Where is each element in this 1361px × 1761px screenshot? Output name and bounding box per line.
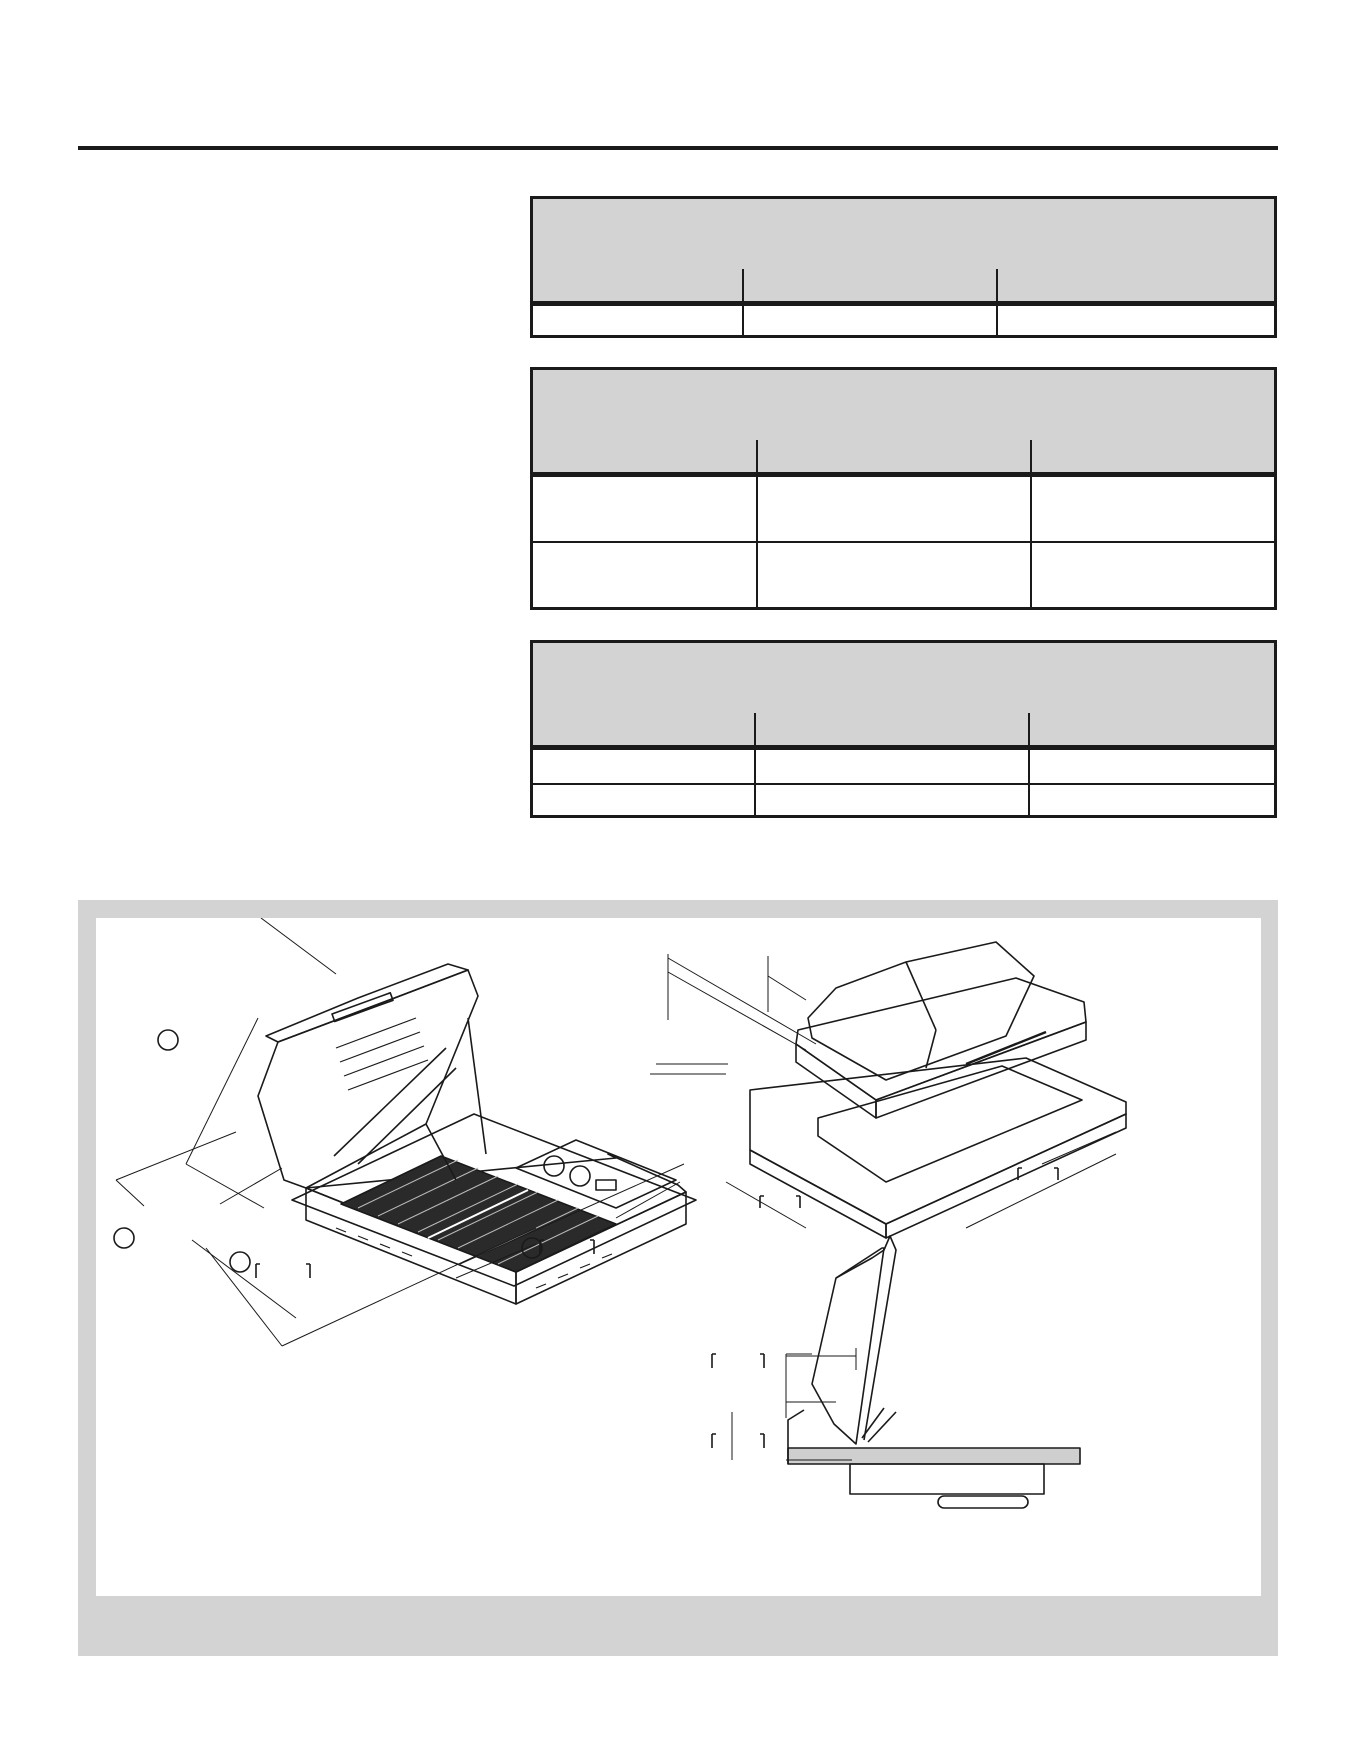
spec-table-1 [530, 196, 1277, 338]
table-row [533, 541, 1274, 607]
header-rule [78, 146, 1278, 150]
side-elevation-drawing [712, 1236, 1080, 1508]
table-cell [756, 543, 1030, 607]
spec-table-3 [530, 640, 1277, 818]
table-row [533, 475, 1274, 541]
table-row [533, 783, 1274, 818]
figure-canvas [96, 918, 1261, 1596]
table-cell [756, 477, 1030, 541]
table-header [533, 370, 1274, 475]
installation-drawing [96, 918, 1261, 1596]
table-row [533, 748, 1274, 783]
callout-circle [230, 1252, 250, 1272]
column-header [533, 440, 756, 472]
callout-circle [114, 1228, 134, 1248]
table-header [533, 199, 1274, 304]
column-header [533, 269, 742, 301]
table-cell [742, 306, 996, 338]
column-header [533, 713, 754, 745]
table-cell [533, 750, 754, 783]
table-cell [533, 543, 756, 607]
spec-table-2 [530, 367, 1277, 610]
table-cell [754, 785, 1028, 818]
column-header [1028, 713, 1274, 745]
table-cell [754, 750, 1028, 783]
column-header [1030, 440, 1274, 472]
table-cell [533, 477, 756, 541]
column-header [742, 269, 996, 301]
column-header [756, 440, 1030, 472]
callout-circle [158, 1030, 178, 1050]
table-cell [996, 306, 1274, 338]
column-header [996, 269, 1274, 301]
closed-grill-cutout-drawing [650, 942, 1126, 1238]
column-header [754, 713, 1028, 745]
table-cell [1028, 785, 1274, 818]
table-cell [1030, 543, 1274, 607]
table-cell [1028, 750, 1274, 783]
table-cell [533, 306, 742, 338]
figure-frame [78, 900, 1278, 1656]
table-cell [533, 785, 754, 818]
open-grill-drawing [114, 918, 696, 1346]
table-header [533, 643, 1274, 748]
table-cell [1030, 477, 1274, 541]
table-row [533, 304, 1274, 338]
